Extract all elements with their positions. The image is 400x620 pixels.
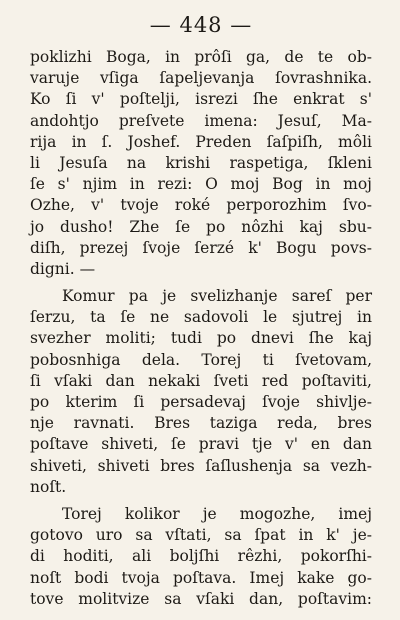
paragraph-3 bbox=[30, 504, 372, 610]
paragraph-1 bbox=[30, 47, 372, 280]
text-line: ſe s' njim in rezi: O moj Bog in moj bbox=[30, 175, 372, 194]
text-line: di hoditi, ali boljſhi rêzhi, pokorſhi- bbox=[30, 547, 372, 566]
text-line: poklizhi Boga, in prôſi ga, de te ob- bbox=[30, 48, 372, 66]
text-line: pobosnhiga dela. Torej ti ſvetovam, bbox=[30, 350, 372, 369]
text-line: Komur pa je svelizhanje sareſ per bbox=[62, 287, 372, 306]
text-line: digni. — bbox=[30, 259, 96, 278]
page-number: — 448 — bbox=[149, 13, 253, 37]
text-line: andohtjo preſvete imena: Jesuſ, Ma- bbox=[30, 111, 372, 130]
text-line: jo dusho! Zhe ſe po nôzhi kaj sbu- bbox=[30, 217, 372, 236]
text-line: Ozhe, v' tvoje roké perporozhim ſvo- bbox=[30, 196, 372, 215]
text-line: gotovo uro sa vſtati, sa ſpat in k' je- bbox=[30, 526, 372, 545]
text-line: poſtave shiveti, ſe pravi tje v' en dan bbox=[30, 435, 372, 454]
text-line: diſh, prezej ſvoje ſerzé k' Bogu povs- bbox=[30, 238, 372, 257]
text-line: ſi vſaki dan nekaki ſveti red poſtaviti, bbox=[30, 371, 372, 390]
text-line: varuje vſiga ſapeljevanja ſovrashnika. bbox=[30, 69, 372, 88]
paragraph-2 bbox=[30, 286, 372, 498]
text-line: Torej kolikor je mogozhe, imej bbox=[62, 504, 372, 523]
text-line: noſt. bbox=[30, 477, 67, 496]
text-line: rija in ſ. Joshef. Preden ſaſpiſh, môli bbox=[30, 132, 372, 151]
text-line: shiveti, shiveti bres ſaſlushenja sa vezh- bbox=[30, 456, 372, 475]
text-line: Ko ſi v' poſtelji, isrezi ſhe enkrat s' bbox=[30, 90, 372, 109]
text-line: nje ravnati. Bres taziga reda, bres bbox=[30, 414, 372, 433]
text-line: svezher moliti; tudi po dnevi ſhe kaj bbox=[30, 329, 372, 348]
text-line: po kterim ſi persadevaj ſvoje shivlje- bbox=[30, 393, 372, 411]
text-line: ſerzu, ta ſe ne sadovoli le sjutrej in bbox=[30, 308, 372, 327]
text-line: li Jesuſa na krishi raspetiga, ſkleni bbox=[30, 153, 372, 172]
text-line: tove molitvize sa vſaki dan, poſtavim: bbox=[30, 589, 372, 608]
text-line: noſt bodi tvoja poſtava. Imej kake go- bbox=[30, 568, 372, 587]
